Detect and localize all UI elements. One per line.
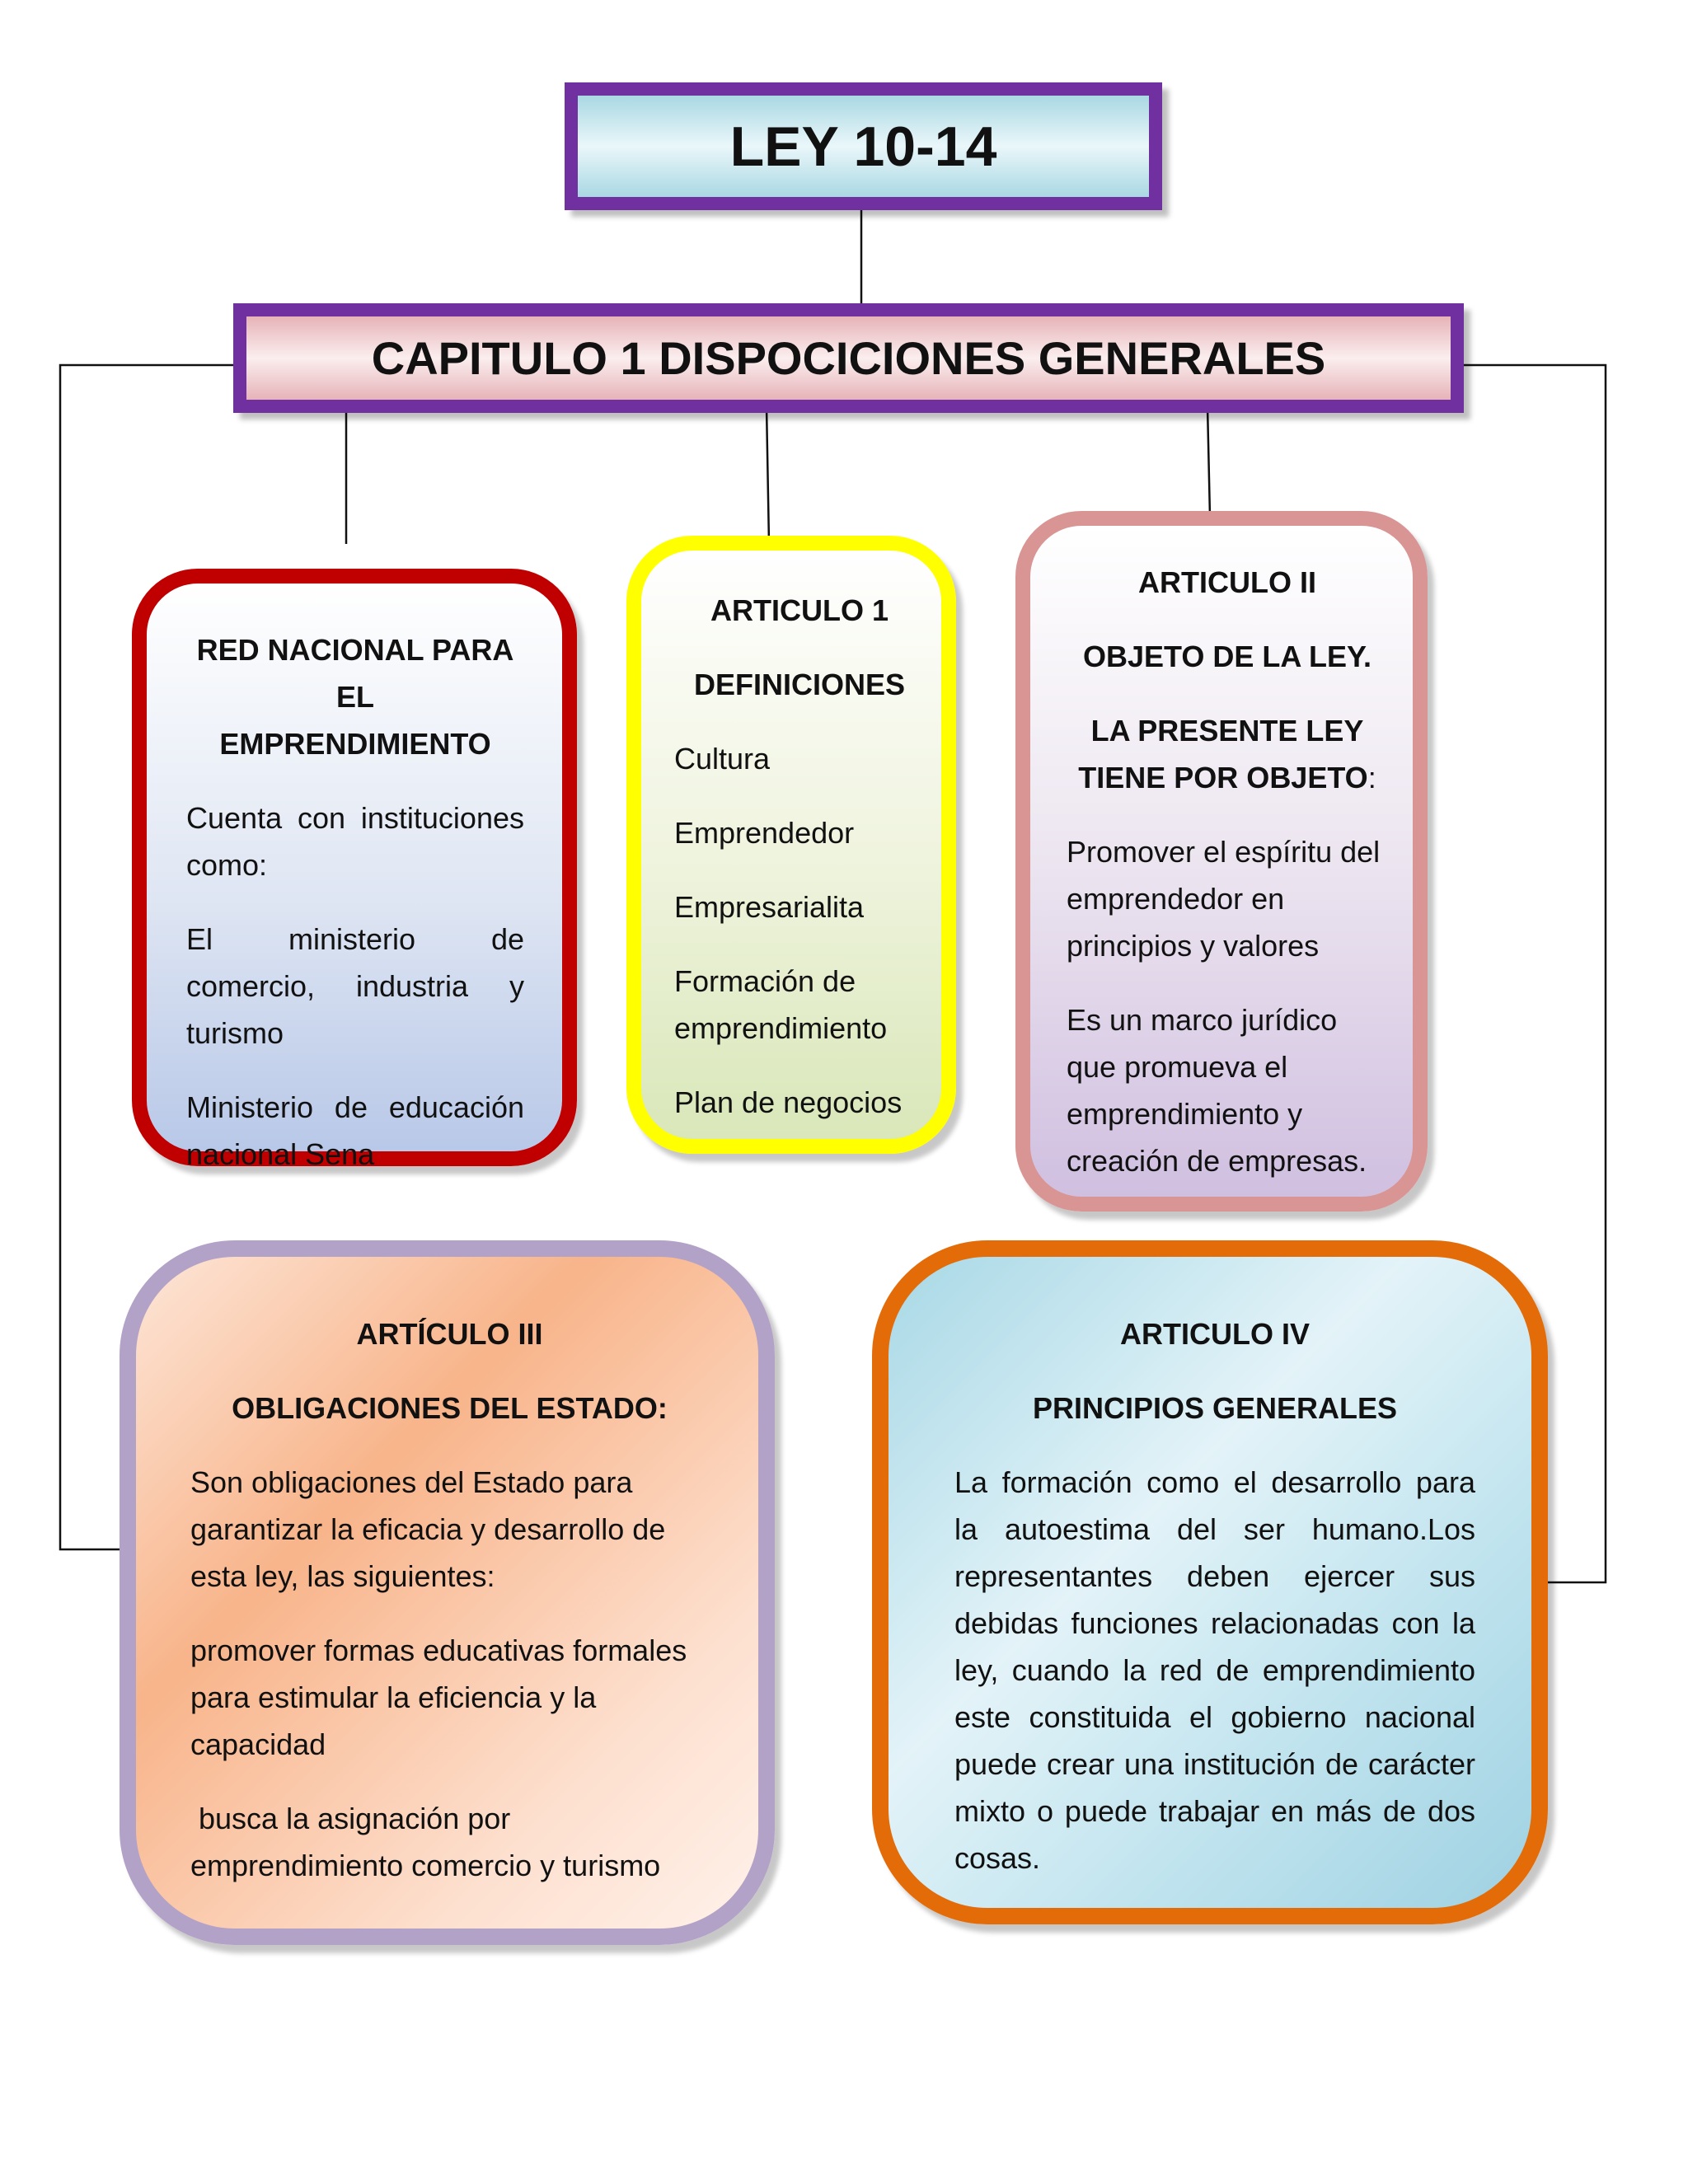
articulo-1-subheading: DEFINICIONES [693,668,906,701]
red-nacional-heading: RED NACIONAL PARA EL EMPRENDIMIENTO [196,633,514,761]
articulo-4-subheading: PRINCIPIOS GENERALES [1032,1391,1398,1425]
articulo-3-subheading: OBLIGACIONES DEL ESTADO: [232,1391,668,1425]
articulo-1-heading: ARTICULO 1 [710,593,889,627]
articulo-2-object-statement: LA PRESENTE LEY TIENE POR OBJETO: [1078,714,1376,794]
red-nacional-item: El ministerio de comercio, industria y turismo [186,922,524,1050]
connector-chapter-art1 [767,406,769,544]
red-nacional-card [132,569,577,1171]
law-title-box [565,82,1162,210]
articulo-2-paragraph: Es un marco jurídico que promueva el emprendimiento y creación de empresas. [1067,1003,1367,1178]
definition-item: Empresarialita [674,890,865,924]
articulo-2-subheading: OBJETO DE LA LEY. [1082,640,1372,673]
red-nacional-item: Ministerio de educación nacional Sena [186,1090,524,1171]
connector-chapter-art2 [1207,406,1210,517]
articulo-2-paragraph: Promover el espíritu del emprendedor en principios y valores [1067,835,1381,963]
definition-item: Formación de emprendimiento [674,964,888,1045]
articulo-1-card [626,536,956,1154]
chapter-title-box [233,303,1464,413]
definition-item: Emprendedor [674,816,855,850]
articulo-2-card [1015,511,1428,1212]
articulo-3-heading: ARTÍCULO III [356,1317,543,1351]
definition-item: Plan de negocios [674,1085,903,1119]
articulo-3-paragraph: promover formas educativas formales para estimular la eficiencia y la capacidad [190,1633,687,1761]
articulo-3-paragraph: Son obligaciones del Estado para garantizar la eficacia y desarrollo de esta ley, las siguientes: [190,1465,666,1593]
articulo-3-card [120,1240,775,1945]
articulo-4-heading: ARTICULO IV [1120,1317,1310,1351]
articulo-2-heading: ARTICULO II [1138,565,1316,599]
definition-item: Cultura [674,742,771,776]
articulo-4-paragraph: La formación como el desarrollo para la autoestima del ser humano.Los representantes deben ejercer sus debidas funciones relacionadas con la ley, cuando la red de emprendimiento este constituida el gobierno nacional puede crear una institución de carácter mixto o puede trabajar en más de dos cosas. [954,1465,1475,1875]
law-title: LEY 10-14 [729,115,997,178]
articulo-3-paragraph: busca la asignación por emprendimiento comercio y turismo [190,1802,661,1882]
articulo-4-card [872,1240,1548,1924]
chapter-title: CAPITULO 1 DISPOCICIONES GENERALES [371,332,1326,384]
red-nacional-intro: Cuenta con instituciones como: [186,801,524,882]
